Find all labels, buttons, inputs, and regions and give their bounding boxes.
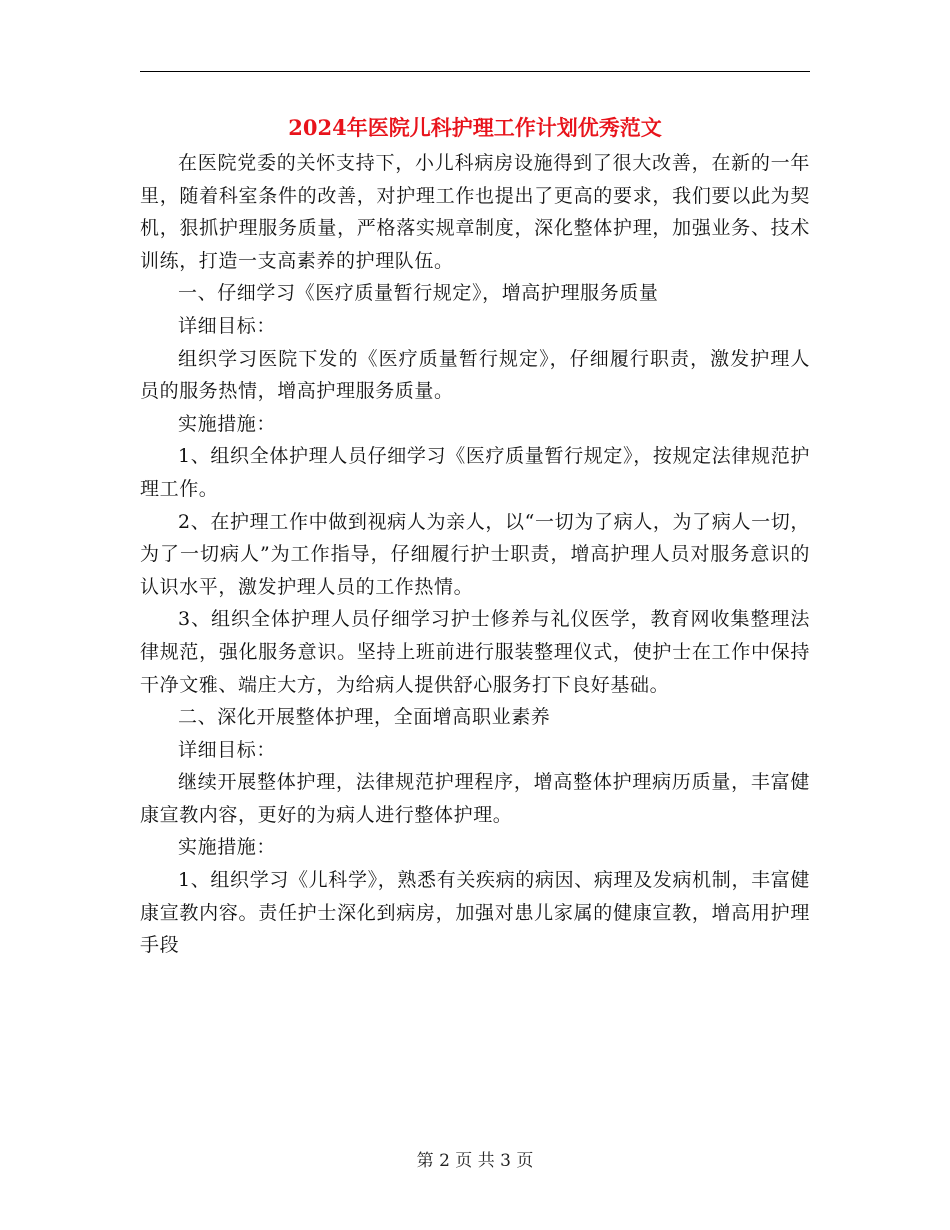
header-rule xyxy=(140,71,810,72)
document-body xyxy=(140,147,810,962)
measure-item-2-1: 1、组织学习《儿科学》，熟悉有关疾病的病因、病理及发病机制，丰富健康宣教内容。责任护士深化到病房，加强对患儿家属的健康宣教，增高用护理手段 xyxy=(140,869,810,957)
goal-text-2: 继续开展整体护理，法律规范护理程序，增高整体护理病历质量，丰富健康宣教内容，更好的为病人进行整体护理。 xyxy=(140,771,810,826)
measure-item-1-2: 2、在护理工作中做到视病人为亲人，以“一切为了病人，为了病人一切，为了一切病人”为工作指导，仔细履行护士职责，增高护理人员对服务意识的认识水平，激发护理人员的工作热情。 xyxy=(140,510,810,598)
measure-item-1-3: 3、组织全体护理人员仔细学习护士修养与礼仪医学，教育网收集整理法律规范，强化服务意识。坚持上班前进行服装整理仪式，使护士在工作中保持干净文雅、端庄大方，为给病人提供舒心服务打下良好基础。 xyxy=(140,608,810,696)
intro-paragraph: 在医院党委的关怀支持下，小儿科病房设施得到了很大改善，在新的一年里，随着科室条件的改善，对护理工作也提出了更高的要求，我们要以此为契机，狠抓护理服务质量，严格落实规章制度，深化整体护理，加强业务、技术训练，打造一支高素养的护理队伍。 xyxy=(140,152,810,272)
measures-label-1: 实施措施： xyxy=(178,412,277,435)
page-number-footer: 第 2 页 共 3 页 xyxy=(416,1151,534,1171)
section-heading-1: 一、仔细学习《医疗质量暂行规定》，增高护理服务质量 xyxy=(178,282,659,305)
goal-label-1: 详细目标： xyxy=(178,314,277,337)
measures-label-2: 实施措施： xyxy=(178,836,277,859)
measure-item-1-1: 1、组织全体护理人员仔细学习《医疗质量暂行规定》，按规定法律规范护理工作。 xyxy=(140,445,810,500)
section-heading-2: 二、深化开展整体护理，全面增高职业素养 xyxy=(178,706,551,729)
goal-label-2: 详细目标： xyxy=(178,738,277,761)
document-title: 2024年医院儿科护理工作计划优秀范文 xyxy=(288,115,662,140)
goal-text-1: 组织学习医院下发的《医疗质量暂行规定》，仔细履行职责，激发护理人员的服务热情，增高护理服务质量。 xyxy=(140,347,810,403)
